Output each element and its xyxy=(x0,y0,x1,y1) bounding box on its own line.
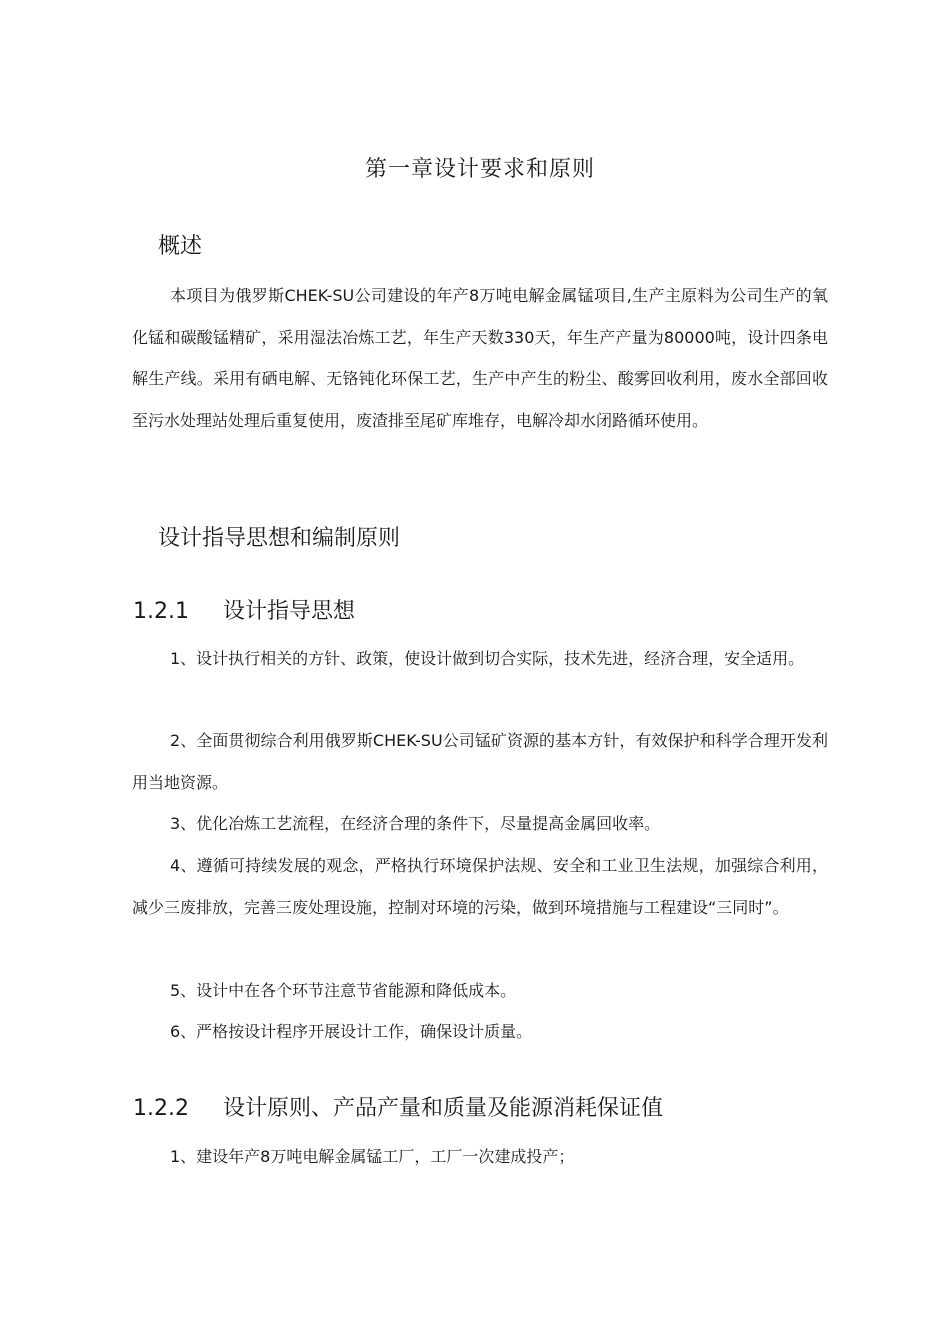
guidance-item-2: 2、全面贯彻综合利用俄罗斯CHEK-SU公司锰矿资源的基本方针，有效保护和科学合理开发利用当地资源。 xyxy=(132,731,828,792)
subsection-heading-1-2-1 xyxy=(133,594,355,625)
chapter-title: 第一章设计要求和原则 xyxy=(364,157,595,182)
subsection-number: 1.2.2 xyxy=(133,1096,189,1121)
guidance-item-1: 1、设计执行相关的方针、政策，使设计做到切合实际，技术先进，经济合理，安全适用。 xyxy=(170,649,805,668)
overview-heading: 概述 xyxy=(158,234,203,259)
guidance-item-3: 3、优化冶炼工艺流程，在经济合理的条件下，尽量提高金属回收率。 xyxy=(170,814,661,833)
principle-item-1: 1、建设年产8万吨电解金属锰工厂，工厂一次建成投产； xyxy=(170,1147,575,1166)
guidance-section-heading: 设计指导思想和编制原则 xyxy=(158,526,401,551)
guidance-item-4: 4、遵循可持续发展的观念，严格执行环境保护法规、安全和工业卫生法规，加强综合利用，减少三废排放，完善三废处理设施，控制对环境的污染，做到环境措施与工程建设“三同时”。 xyxy=(132,856,828,917)
subsection-title: 设计原则、产品产量和质量及能源消耗保证值 xyxy=(223,1096,664,1121)
guidance-item-6: 6、严格按设计程序开展设计工作，确保设计质量。 xyxy=(170,1022,533,1041)
subsection-number: 1.2.1 xyxy=(133,599,189,624)
subsection-heading-1-2-2 xyxy=(133,1091,663,1122)
overview-paragraph: 本项目为俄罗斯CHEK-SU公司建设的年产8万吨电解金属锰项目,生产主原料为公司生产的氧化锰和碳酸锰精矿，采用湿法冶炼工艺，年生产天数330天，年生产产量为80000吨，设计四条电解生产线。采用有硒电解、无铬钝化环保工艺，生产中产生的粉尘、酸雾回收利用，废水全部回收至污水处理站处理后重复使用，废渣排至尾矿库堆存，电解冷却水闭路循环使用。 xyxy=(132,286,828,430)
subsection-title: 设计指导思想 xyxy=(223,599,356,624)
guidance-item-5: 5、设计中在各个环节注意节省能源和降低成本。 xyxy=(170,981,517,1000)
